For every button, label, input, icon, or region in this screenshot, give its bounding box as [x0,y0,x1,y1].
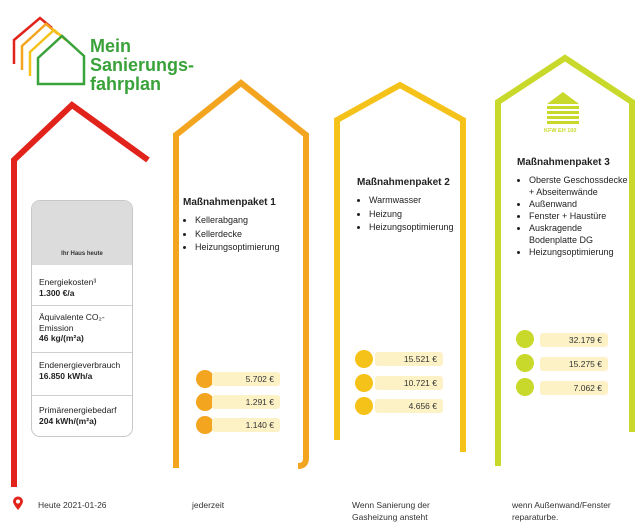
current-house-card [31,200,133,437]
timeline-facade: wenn Außenwand/Fenster reparaturbe. [512,500,611,522]
kfw-house-icon [547,92,579,124]
package-1 [183,197,301,255]
list-item: • Fenster + Haustüre [529,210,629,222]
list-item: • Auskragende Bodenplatte DG [529,222,629,246]
card-label: Ihr Haus heute [61,251,103,257]
cost-value: 15.521 € [375,352,443,366]
package-title: Maßnahmenpaket 3 [517,157,610,168]
cost-value: 4.656 € [375,399,443,413]
wrench-icon [355,374,373,392]
package-3 [517,157,629,258]
list-item: • Heizungsoptimierung [369,221,457,235]
divider [32,352,132,353]
cost-value: 15.275 € [540,357,608,371]
cost-value: 5.702 € [212,372,280,386]
list-item: • Heizung [369,208,457,222]
subsidy-icon [355,397,373,415]
cost-value: 1.291 € [212,395,280,409]
row-final-energy: Endenergieverbrauch 16.850 kWh/a [39,360,121,381]
measure-list [517,174,629,258]
divider [32,395,132,396]
subsidy-icon [516,378,534,396]
app-title: Mein Sanierungs- fahrplan [90,36,195,94]
cost-value: 7.062 € [540,381,608,395]
timeline-heating: Wenn Sanierung der Gasheizung ansteht [352,500,430,522]
cost-value: 10.721 € [375,376,443,390]
list-item: • Außenwand [529,198,629,210]
wrench-icon [516,354,534,372]
row-energy-cost: Energiekosten³ 1.300 €/a [39,277,97,298]
coin-icon [516,330,534,348]
row-primary-energy: Primärenergiebedarf 204 kWh/(m²a) [39,405,117,426]
package-title: Maßnahmenpaket 2 [357,177,450,188]
cost-value: 32.179 € [540,333,608,347]
package-2 [357,177,457,235]
list-item: • Heizungsoptimierung [195,241,301,255]
list-item: • Oberste Geschossdecke + Abseitenwände [529,174,629,198]
list-item: • Heizungsoptimierung [529,246,629,258]
list-item: • Kellerdecke [195,228,301,242]
measure-list [357,194,457,235]
location-pin-icon [12,496,24,511]
cost-value: 1.140 € [212,418,280,432]
divider [32,305,132,306]
list-item: • Kellerabgang [195,214,301,228]
timeline-today: Heute 2021-01-26 [38,500,107,510]
kfw-badge: KFW EH 100 [544,128,577,134]
row-co2: Äquivalente CO₂-Emission 46 kg/(m²a) [39,312,105,343]
measure-list [183,214,301,255]
package-title: Maßnahmenpaket 1 [183,197,276,208]
logo-icon [14,18,84,84]
list-item: • Warmwasser [369,194,457,208]
coin-icon [355,350,373,368]
timeline-anytime: jederzeit [192,500,225,510]
